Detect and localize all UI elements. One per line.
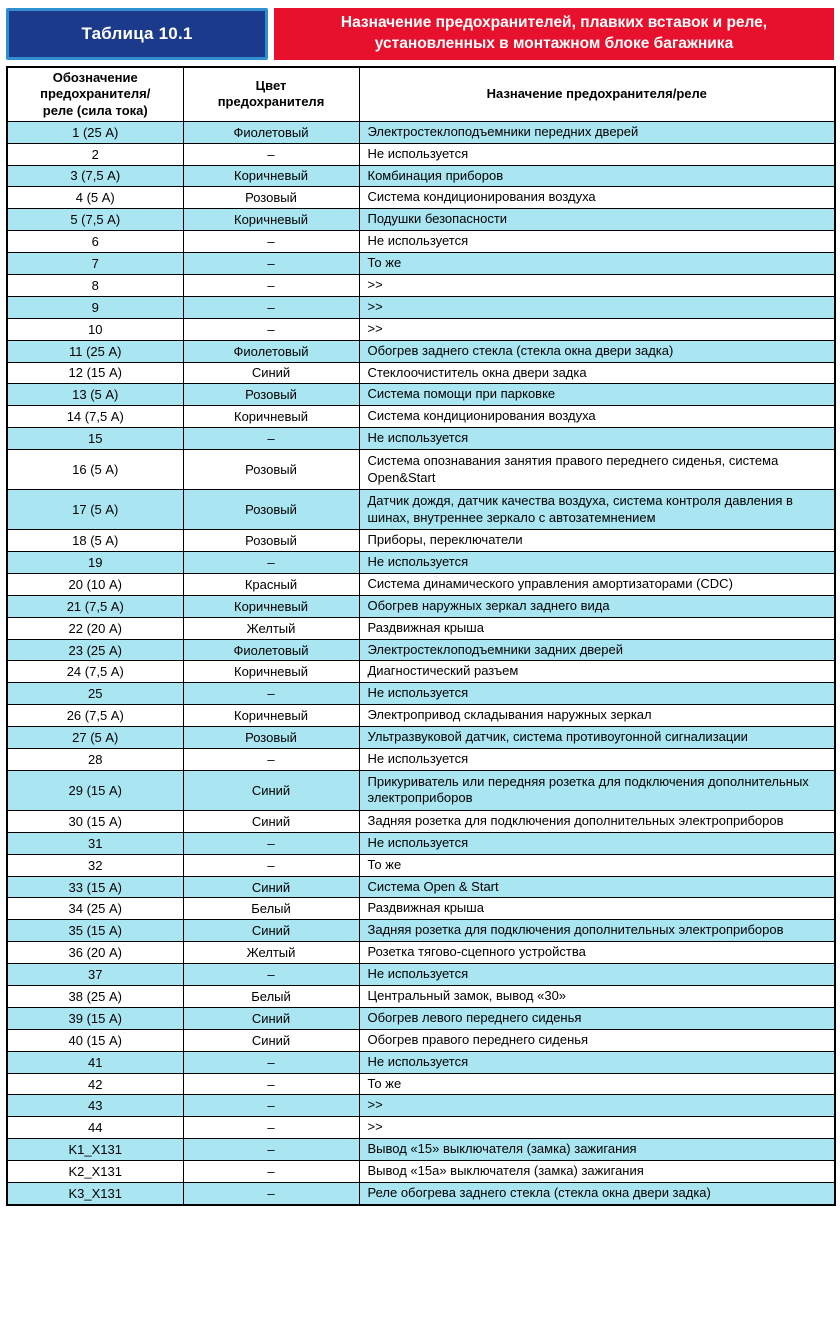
table-row	[7, 450, 835, 490]
cell-fuse-color: –	[183, 296, 359, 318]
cell-purpose: Система Open & Start	[359, 876, 835, 898]
cell-designation: 5 (7,5 А)	[7, 209, 183, 231]
cell-designation: K3_X131	[7, 1183, 183, 1205]
cell-purpose: Ультразвуковой датчик, система противоугонной сигнализации	[359, 727, 835, 749]
cell-fuse-color: –	[183, 1161, 359, 1183]
cell-fuse-color: Синий	[183, 1007, 359, 1029]
cell-purpose: Не используется	[359, 683, 835, 705]
cell-fuse-color: Коричневый	[183, 705, 359, 727]
cell-fuse-color: –	[183, 552, 359, 574]
cell-purpose: >>	[359, 1095, 835, 1117]
cell-fuse-color: –	[183, 1095, 359, 1117]
table-row	[7, 384, 835, 406]
cell-fuse-color: Коричневый	[183, 595, 359, 617]
cell-designation: 22 (20 А)	[7, 617, 183, 639]
cell-fuse-color: Синий	[183, 770, 359, 810]
column-header-color-line-1: Цвет	[255, 78, 287, 94]
table-row	[7, 209, 835, 231]
table-row	[7, 1051, 835, 1073]
cell-designation: 10	[7, 318, 183, 340]
cell-fuse-color: Розовый	[183, 530, 359, 552]
table-row	[7, 617, 835, 639]
cell-fuse-color: Красный	[183, 573, 359, 595]
cell-designation: 11 (25 А)	[7, 340, 183, 362]
table-row	[7, 683, 835, 705]
cell-fuse-color: Синий	[183, 920, 359, 942]
column-header-designation	[7, 67, 183, 121]
cell-designation: 24 (7,5 А)	[7, 661, 183, 683]
table-row	[7, 1161, 835, 1183]
cell-purpose: Не используется	[359, 832, 835, 854]
table-row	[7, 727, 835, 749]
table-row	[7, 573, 835, 595]
cell-designation: 4 (5 А)	[7, 187, 183, 209]
cell-purpose: Диагностический разъем	[359, 661, 835, 683]
cell-fuse-color: Белый	[183, 898, 359, 920]
cell-designation: 41	[7, 1051, 183, 1073]
cell-designation: 21 (7,5 А)	[7, 595, 183, 617]
cell-fuse-color: Желтый	[183, 942, 359, 964]
cell-designation: 38 (25 А)	[7, 986, 183, 1008]
cell-designation: 44	[7, 1117, 183, 1139]
table-row	[7, 231, 835, 253]
cell-designation: 12 (15 А)	[7, 362, 183, 384]
cell-designation: 33 (15 А)	[7, 876, 183, 898]
cell-fuse-color: Розовый	[183, 450, 359, 490]
cell-fuse-color: Желтый	[183, 617, 359, 639]
cell-fuse-color: –	[183, 428, 359, 450]
cell-fuse-color: –	[183, 231, 359, 253]
cell-purpose: Система кондиционирования воздуха	[359, 187, 835, 209]
cell-purpose: Не используется	[359, 428, 835, 450]
cell-fuse-color: –	[183, 274, 359, 296]
page-header	[6, 8, 834, 60]
cell-designation: 25	[7, 683, 183, 705]
cell-purpose: Раздвижная крыша	[359, 617, 835, 639]
column-header-color	[183, 67, 359, 121]
cell-designation: 35 (15 А)	[7, 920, 183, 942]
table-row	[7, 661, 835, 683]
cell-purpose: Электростеклоподъемники передних дверей	[359, 121, 835, 143]
cell-purpose: Не используется	[359, 143, 835, 165]
table-header-row	[7, 67, 835, 121]
table-row	[7, 770, 835, 810]
table-row	[7, 639, 835, 661]
cell-fuse-color: Розовый	[183, 490, 359, 530]
cell-designation: 6	[7, 231, 183, 253]
cell-fuse-color: Розовый	[183, 727, 359, 749]
table-row	[7, 854, 835, 876]
table-row	[7, 406, 835, 428]
cell-purpose: Розетка тягово-сцепного устройства	[359, 942, 835, 964]
cell-fuse-color: Фиолетовый	[183, 639, 359, 661]
cell-fuse-color: –	[183, 1117, 359, 1139]
cell-purpose: >>	[359, 1117, 835, 1139]
cell-designation: 2	[7, 143, 183, 165]
cell-designation: 43	[7, 1095, 183, 1117]
cell-purpose: Подушки безопасности	[359, 209, 835, 231]
column-header-designation-line-1: Обозначение	[52, 70, 138, 85]
cell-fuse-color: –	[183, 964, 359, 986]
cell-fuse-color: –	[183, 1183, 359, 1205]
cell-purpose: То же	[359, 253, 835, 275]
table-row	[7, 920, 835, 942]
cell-purpose: Электростеклоподъемники задних дверей	[359, 639, 835, 661]
cell-designation: 14 (7,5 А)	[7, 406, 183, 428]
table-row	[7, 428, 835, 450]
fuse-assignment-table	[6, 66, 836, 1206]
cell-designation: 30 (15 А)	[7, 810, 183, 832]
table-number-label: Таблица 10.1	[81, 24, 193, 43]
table-row	[7, 876, 835, 898]
table-row	[7, 705, 835, 727]
table-row	[7, 1183, 835, 1205]
cell-purpose: Прикуриватель или передняя розетка для подключения дополнительных электроприборов	[359, 770, 835, 810]
cell-fuse-color: Синий	[183, 1029, 359, 1051]
table-row	[7, 986, 835, 1008]
cell-purpose: Комбинация приборов	[359, 165, 835, 187]
cell-purpose: Обогрев наружных зеркал заднего вида	[359, 595, 835, 617]
page-title-line-2: установленных в монтажном блоке багажника	[374, 35, 734, 52]
column-header-designation-line-3: реле (сила тока)	[42, 102, 148, 118]
cell-purpose: Не используется	[359, 749, 835, 771]
cell-purpose: Стеклоочиститель окна двери задка	[359, 362, 835, 384]
cell-purpose: Система динамического управления амортизаторами (CDC)	[359, 573, 835, 595]
column-header-designation-line-2: предохранителя/	[40, 86, 151, 102]
cell-designation: 39 (15 А)	[7, 1007, 183, 1029]
table-row	[7, 318, 835, 340]
cell-purpose: Система опознавания занятия правого переднего сиденья, система Open&Start	[359, 450, 835, 490]
cell-purpose: Задняя розетка для подключения дополнительных электроприборов	[359, 920, 835, 942]
table-row	[7, 165, 835, 187]
cell-designation: 9	[7, 296, 183, 318]
table-row	[7, 942, 835, 964]
cell-fuse-color: Фиолетовый	[183, 121, 359, 143]
cell-designation: 15	[7, 428, 183, 450]
table-row	[7, 296, 835, 318]
cell-purpose: Приборы, переключатели	[359, 530, 835, 552]
cell-purpose: Не используется	[359, 552, 835, 574]
cell-fuse-color: –	[183, 854, 359, 876]
cell-designation: K2_X131	[7, 1161, 183, 1183]
table-body	[7, 121, 835, 1205]
cell-fuse-color: –	[183, 832, 359, 854]
cell-designation: 16 (5 А)	[7, 450, 183, 490]
table-row	[7, 1117, 835, 1139]
table-row	[7, 1007, 835, 1029]
cell-designation: 29 (15 А)	[7, 770, 183, 810]
cell-fuse-color: –	[183, 1051, 359, 1073]
cell-fuse-color: Синий	[183, 810, 359, 832]
cell-fuse-color: Синий	[183, 876, 359, 898]
table-row	[7, 1073, 835, 1095]
cell-purpose: Центральный замок, вывод «30»	[359, 986, 835, 1008]
cell-designation: 18 (5 А)	[7, 530, 183, 552]
cell-designation: 27 (5 А)	[7, 727, 183, 749]
table-row	[7, 530, 835, 552]
table-row	[7, 552, 835, 574]
cell-purpose: >>	[359, 274, 835, 296]
cell-fuse-color: –	[183, 318, 359, 340]
cell-fuse-color: Белый	[183, 986, 359, 1008]
table-row	[7, 1029, 835, 1051]
cell-fuse-color: Синий	[183, 362, 359, 384]
cell-designation: K1_X131	[7, 1139, 183, 1161]
page-title-line-1: Назначение предохранителей, плавких вставок и реле,	[340, 14, 768, 32]
table-row	[7, 187, 835, 209]
table-row	[7, 749, 835, 771]
cell-purpose: Обогрев правого переднего сиденья	[359, 1029, 835, 1051]
cell-purpose: То же	[359, 854, 835, 876]
cell-fuse-color: –	[183, 1073, 359, 1095]
table-row	[7, 595, 835, 617]
cell-purpose: Задняя розетка для подключения дополнительных электроприборов	[359, 810, 835, 832]
table-row	[7, 490, 835, 530]
cell-purpose: Датчик дождя, датчик качества воздуха, система контроля давления в шинах, внутреннее зеркало с автозатемнением	[359, 490, 835, 530]
table-row	[7, 362, 835, 384]
cell-fuse-color: –	[183, 253, 359, 275]
table-row	[7, 810, 835, 832]
cell-purpose: То же	[359, 1073, 835, 1095]
cell-designation: 8	[7, 274, 183, 296]
table-row	[7, 274, 835, 296]
cell-designation: 42	[7, 1073, 183, 1095]
cell-fuse-color: Коричневый	[183, 209, 359, 231]
cell-purpose: >>	[359, 296, 835, 318]
cell-fuse-color: Коричневый	[183, 165, 359, 187]
cell-purpose: Не используется	[359, 964, 835, 986]
page-title	[274, 8, 834, 60]
cell-fuse-color: Коричневый	[183, 406, 359, 428]
cell-fuse-color: Фиолетовый	[183, 340, 359, 362]
cell-fuse-color: Розовый	[183, 187, 359, 209]
table-row	[7, 121, 835, 143]
cell-designation: 19	[7, 552, 183, 574]
cell-fuse-color: –	[183, 683, 359, 705]
cell-fuse-color: –	[183, 1139, 359, 1161]
cell-designation: 3 (7,5 А)	[7, 165, 183, 187]
cell-designation: 23 (25 А)	[7, 639, 183, 661]
cell-fuse-color: Розовый	[183, 384, 359, 406]
table-row	[7, 253, 835, 275]
cell-purpose: Электропривод складывания наружных зеркал	[359, 705, 835, 727]
cell-designation: 13 (5 А)	[7, 384, 183, 406]
cell-purpose: Обогрев левого переднего сиденья	[359, 1007, 835, 1029]
table-row	[7, 1095, 835, 1117]
cell-designation: 7	[7, 253, 183, 275]
table-row	[7, 143, 835, 165]
cell-fuse-color: –	[183, 143, 359, 165]
cell-designation: 40 (15 А)	[7, 1029, 183, 1051]
table-row	[7, 340, 835, 362]
cell-purpose: Не используется	[359, 231, 835, 253]
table-row	[7, 832, 835, 854]
cell-purpose: Реле обогрева заднего стекла (стекла окна двери задка)	[359, 1183, 835, 1205]
cell-designation: 34 (25 А)	[7, 898, 183, 920]
table-row	[7, 898, 835, 920]
cell-designation: 1 (25 А)	[7, 121, 183, 143]
cell-designation: 32	[7, 854, 183, 876]
cell-fuse-color: –	[183, 749, 359, 771]
cell-purpose: >>	[359, 318, 835, 340]
column-header-color-line-2: предохранителя	[217, 94, 325, 110]
cell-fuse-color: Коричневый	[183, 661, 359, 683]
cell-designation: 26 (7,5 А)	[7, 705, 183, 727]
cell-purpose: Обогрев заднего стекла (стекла окна двери задка)	[359, 340, 835, 362]
cell-purpose: Система кондиционирования воздуха	[359, 406, 835, 428]
table-number-badge	[6, 8, 268, 60]
cell-purpose: Система помощи при парковке	[359, 384, 835, 406]
table-row	[7, 1139, 835, 1161]
cell-purpose: Вывод «15а» выключателя (замка) зажигания	[359, 1161, 835, 1183]
cell-designation: 20 (10 А)	[7, 573, 183, 595]
table-row	[7, 964, 835, 986]
cell-designation: 17 (5 А)	[7, 490, 183, 530]
cell-purpose: Вывод «15» выключателя (замка) зажигания	[359, 1139, 835, 1161]
cell-designation: 37	[7, 964, 183, 986]
cell-designation: 36 (20 А)	[7, 942, 183, 964]
cell-designation: 28	[7, 749, 183, 771]
cell-purpose: Раздвижная крыша	[359, 898, 835, 920]
column-header-purpose: Назначение предохранителя/реле	[359, 67, 835, 121]
cell-designation: 31	[7, 832, 183, 854]
cell-purpose: Не используется	[359, 1051, 835, 1073]
